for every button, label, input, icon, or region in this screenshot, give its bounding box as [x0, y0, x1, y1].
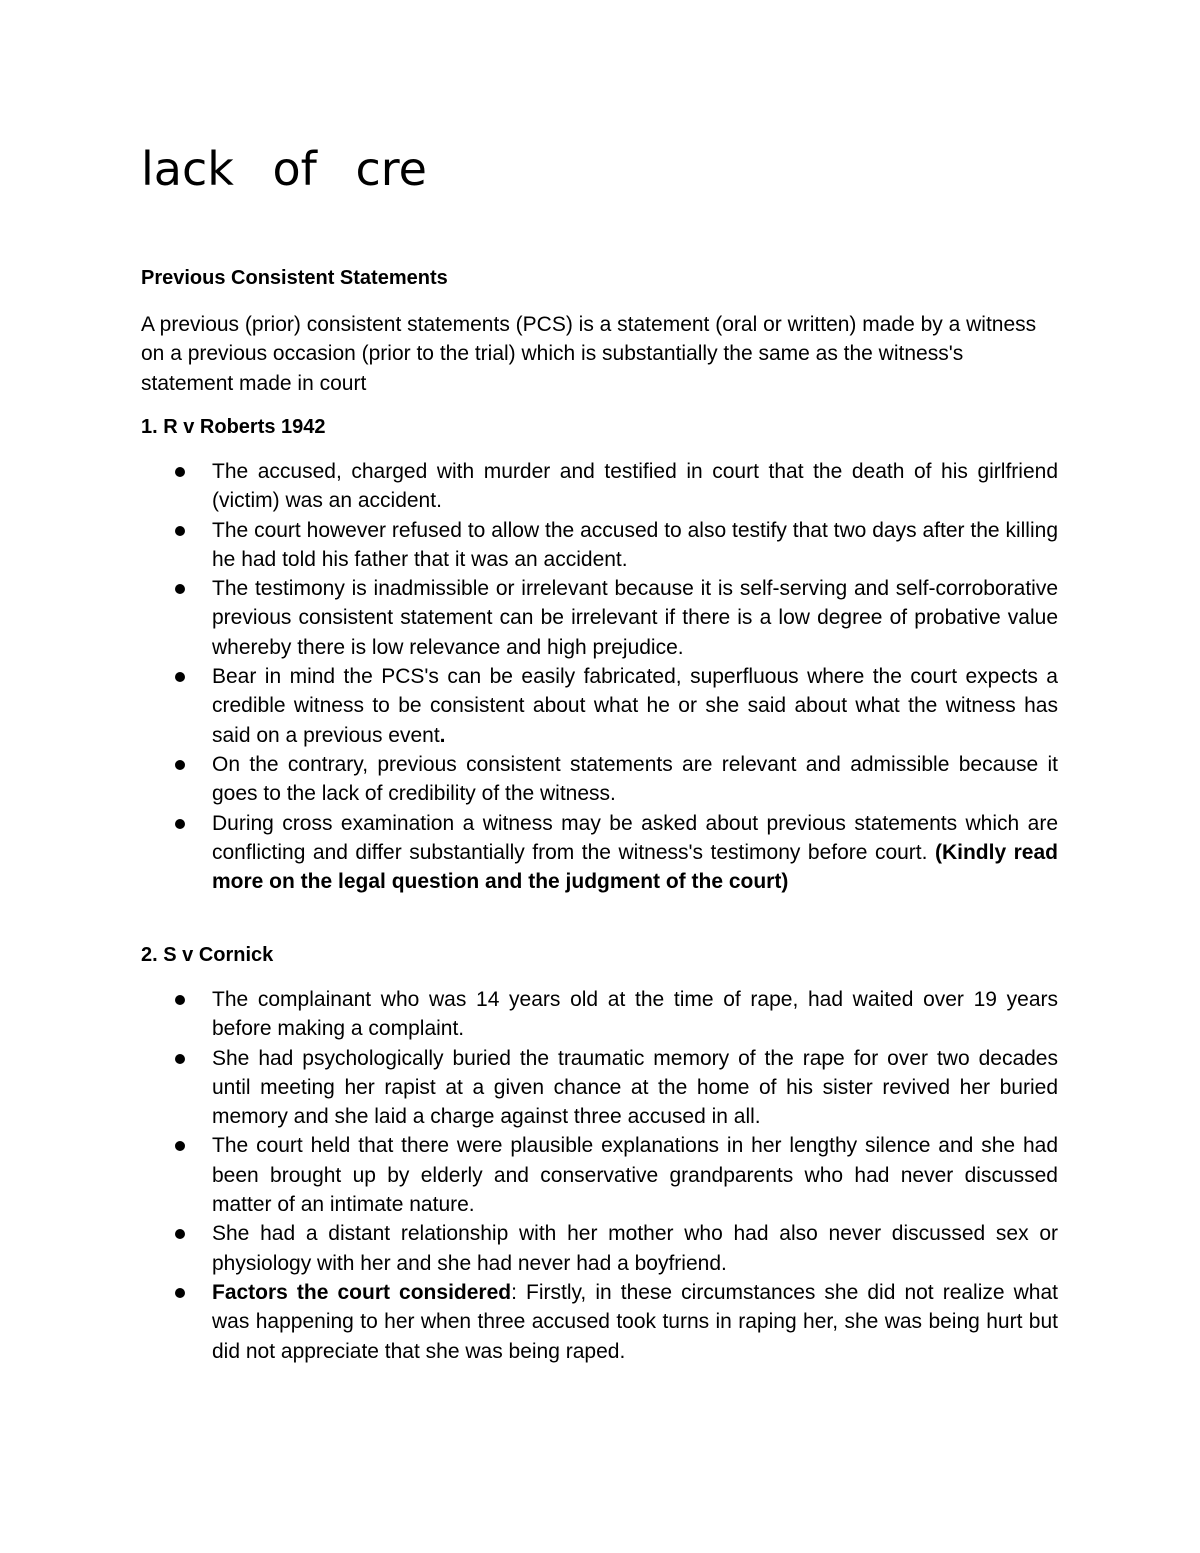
- bullet-bold-note: (Kindly read more on the legal question and the judgment of the court): [212, 840, 1058, 894]
- bullet-text: She had psychologically buried the traumatic memory of the rape for over two decades until meeting her rapist at a given chance at the home of his sister revived her buried memory and she laid a charge against three accused in all.: [212, 1046, 1058, 1129]
- bullet-item: [141, 516, 1058, 575]
- bullet-item: [141, 662, 1058, 750]
- bullet-item: [141, 1278, 1058, 1366]
- bullet-bold-prefix: Factors the court considered: [212, 1280, 512, 1304]
- bullet-text: During cross examination a witness may be asked about previous statements which are conflicting and differ substantially from the witness's testimony before court.: [212, 811, 1058, 864]
- case-cornick-bullet-list: [141, 985, 1058, 1366]
- bullet-text: The complainant who was 14 years old at the time of rape, had waited over 19 years before making a complaint.: [212, 988, 1058, 1041]
- document-title: lack of cre: [141, 142, 427, 196]
- bullet-dot-icon: [175, 1288, 185, 1298]
- bullet-text: The testimony is inadmissible or irrelevant because it is self-serving and self-corroborative previous consistent statement can be irrelevant if there is a low degree of probative value whereby there is low relevance and high prejudice.: [212, 577, 1058, 659]
- bullet-item: [141, 574, 1058, 662]
- bullet-dot-icon: [175, 1229, 185, 1239]
- bullet-dot-icon: [175, 1054, 185, 1064]
- bullet-dot-icon: [175, 1141, 185, 1151]
- bullet-dot-icon: [175, 467, 185, 477]
- bullet-item: [141, 457, 1058, 516]
- case-heading-roberts: 1. R v Roberts 1942: [141, 416, 326, 438]
- bullet-item: [141, 809, 1058, 897]
- intro-paragraph: A previous (prior) consistent statements (PCS) is a statement (oral or written) made by a witness on a previous occasion (prior to the trial) which is substantially the same as the witness's statement made in court: [141, 313, 1037, 395]
- bullet-dot-icon: [175, 995, 185, 1005]
- bullet-text: The court held that there were plausible explanations in her lengthy silence and she had been brought up by elderly and conservative grandparents who had never discussed matter of an intimate nature.: [212, 1134, 1058, 1217]
- bullet-text: On the contrary, previous consistent statements are relevant and admissible because it goes to the lack of credibility of the witness.: [212, 752, 1058, 806]
- bullet-text: The court however refused to allow the accused to also testify that two days after the killing he had told his father that it was an accident.: [212, 518, 1058, 571]
- bullet-bold-suffix: .: [439, 723, 446, 747]
- bullet-text: Bear in mind the PCS's can be easily fabricated, superfluous where the court expects a credible witness to be consistent about what he or she said about what the witness has said on a previous event: [212, 665, 1058, 747]
- bullet-item: [141, 985, 1058, 1044]
- case-heading-cornick: 2. S v Cornick: [141, 944, 274, 966]
- section-heading: Previous Consistent Statements: [141, 267, 448, 289]
- case-roberts-bullet-list: [141, 457, 1058, 896]
- bullet-dot-icon: [175, 526, 185, 536]
- bullet-item: [141, 1044, 1058, 1132]
- bullet-text: The accused, charged with murder and testified in court that the death of his girlfriend (victim) was an accident.: [212, 460, 1058, 513]
- bullet-item: [141, 1219, 1058, 1278]
- bullet-text: : Firstly, in these circumstances she did not realize what was happening to her when three accused took turns in raping her, she was being hurt but did not appreciate that she was being raped.: [212, 1280, 1058, 1363]
- bullet-dot-icon: [175, 819, 185, 829]
- bullet-dot-icon: [175, 672, 185, 682]
- bullet-dot-icon: [175, 760, 185, 770]
- bullet-item: [141, 750, 1058, 809]
- bullet-text: She had a distant relationship with her mother who had also never discussed sex or physiology with her and she had never had a boyfriend.: [212, 1222, 1058, 1275]
- bullet-dot-icon: [175, 584, 185, 594]
- bullet-item: [141, 1131, 1058, 1219]
